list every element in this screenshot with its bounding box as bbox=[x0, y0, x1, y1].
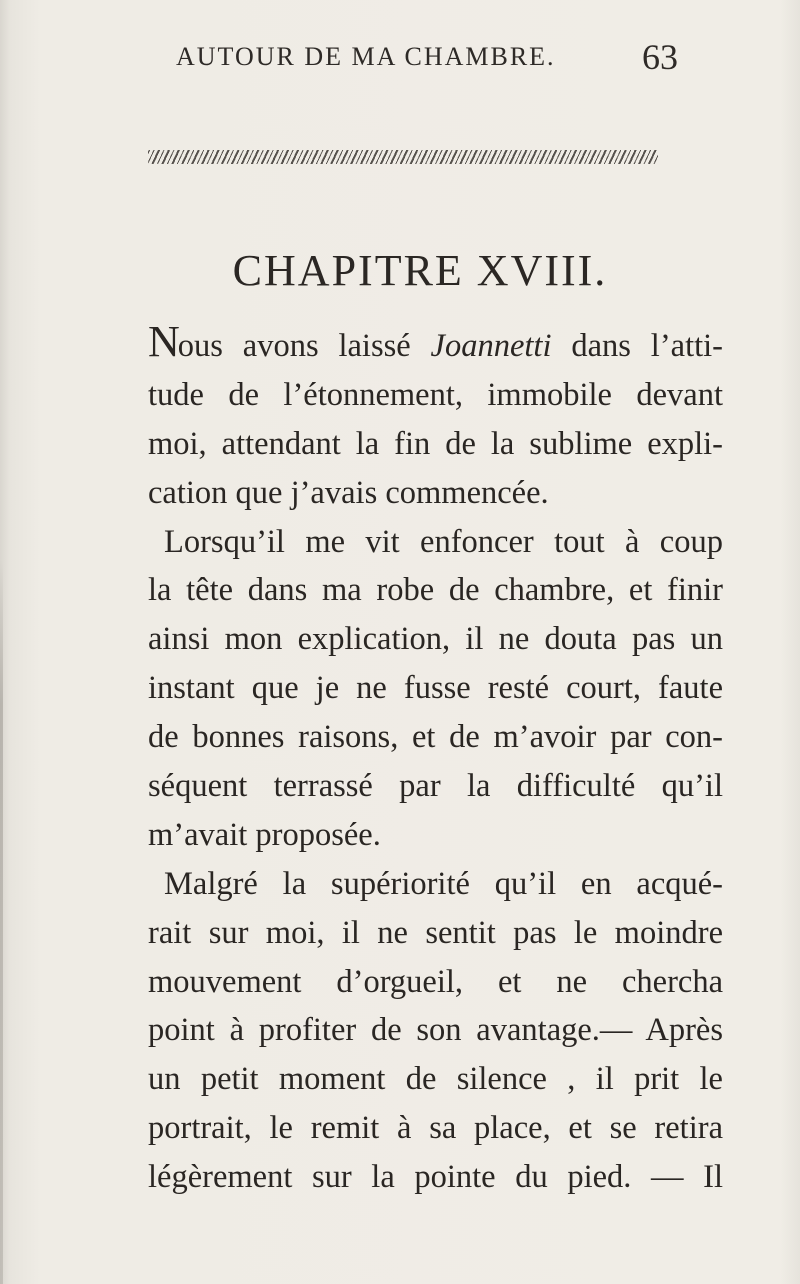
text-line: de bonnes raisons, et de m’avoir par con- bbox=[148, 719, 723, 756]
drop-cap: N bbox=[148, 317, 178, 366]
text-line bbox=[148, 317, 723, 371]
text-line: la tête dans ma robe de chambre, et finir bbox=[148, 572, 723, 609]
text-line: séquent terrassé par la difficulté qu’il bbox=[148, 768, 723, 805]
text-line: instant que je ne fusse resté court, faute bbox=[148, 670, 723, 707]
page-number: 63 bbox=[642, 37, 678, 77]
text-line: tude de l’étonnement, immobile devant bbox=[148, 376, 723, 413]
page-edge-shadow bbox=[0, 560, 3, 1284]
decorative-rule bbox=[148, 150, 658, 164]
text-line: légèrement sur la pointe du pied. — Il bbox=[148, 1159, 723, 1196]
text-line: Malgré la supériorité qu’il en acqué- bbox=[164, 865, 723, 902]
text-line: ainsi mon explication, il ne douta pas un bbox=[148, 621, 723, 658]
text-line: point à profiter de son avantage.— Après bbox=[148, 1012, 723, 1049]
text-line: moi, attendant la fin de la sublime expli- bbox=[148, 425, 723, 462]
running-title: AUTOUR DE MA CHAMBRE. bbox=[176, 42, 556, 71]
text-line: cation que j’avais commencée. bbox=[148, 474, 549, 511]
running-head bbox=[0, 36, 800, 86]
text-line: mouvement d’orgueil, et ne chercha bbox=[148, 963, 723, 1000]
text-fragment: dans l’atti- bbox=[551, 328, 723, 364]
body-text bbox=[148, 317, 723, 1202]
text-line: un petit moment de silence , il prit le bbox=[148, 1061, 723, 1098]
text-line: Lorsqu’il me vit enfoncer tout à coup bbox=[164, 523, 723, 560]
text-line: m’avait proposée. bbox=[148, 816, 381, 853]
italic-name: Joannetti bbox=[430, 328, 552, 364]
text-line: portrait, le remit à sa place, et se retira bbox=[148, 1110, 723, 1147]
text-fragment: ous avons laissé bbox=[177, 328, 431, 364]
chapter-title: CHAPITRE XVIII. bbox=[232, 246, 608, 295]
text-line: rait sur moi, il ne sentit pas le moindre bbox=[148, 914, 723, 951]
